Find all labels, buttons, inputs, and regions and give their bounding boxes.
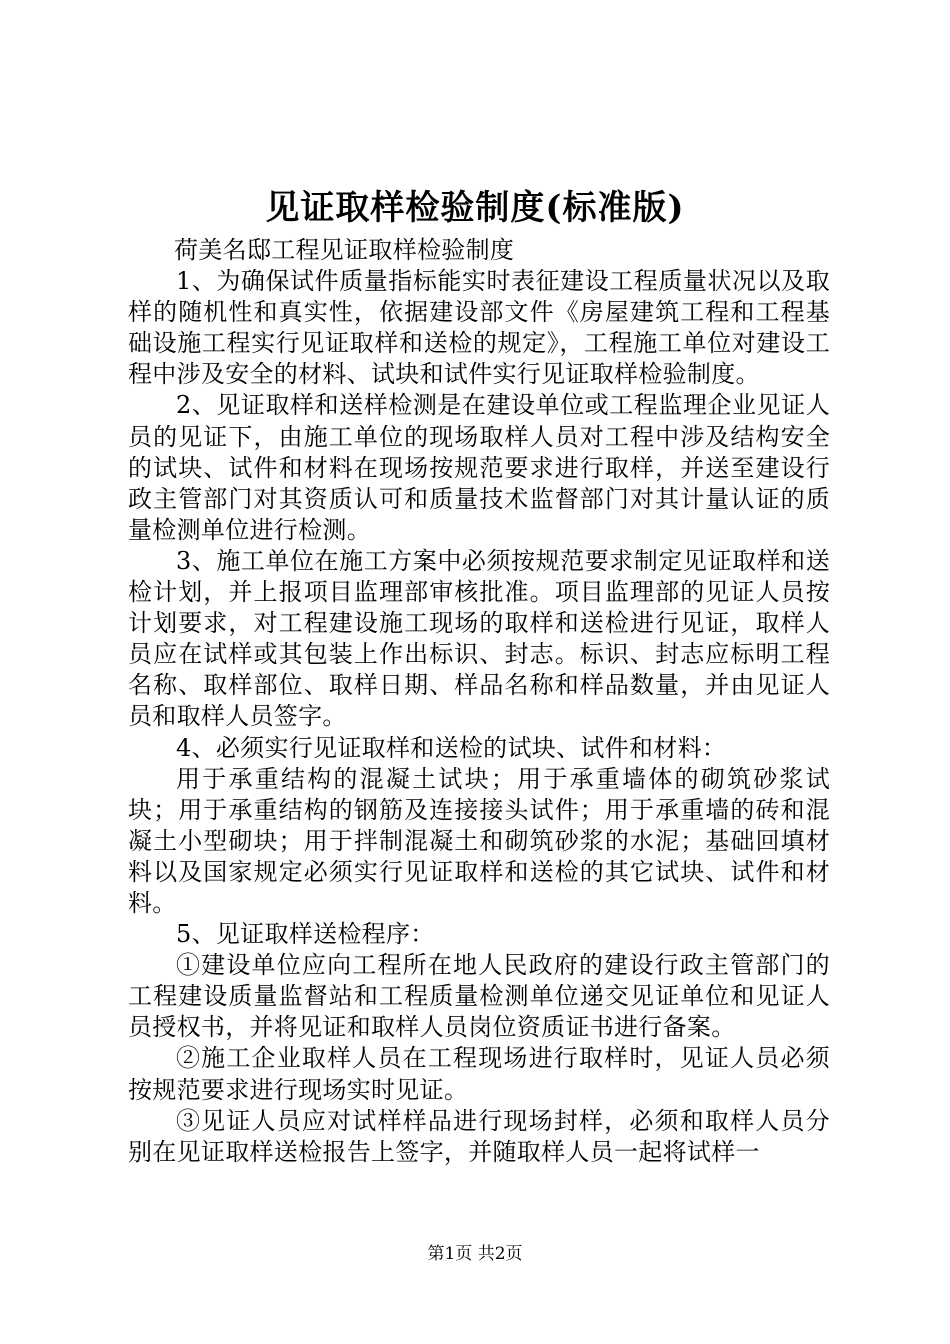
document-body (128, 235, 830, 1168)
paragraph-2: 2、见证取样和送样检测是在建设单位或工程监理企业见证人员的见证下，由施工单位的现场取样人员对工程中涉及结构安全的试块、试件和材料在现场按规范要求进行取样，并送至建设行政主管部门对其资质认可和质量技术监督部门对其计量认证的质量检测单位进行检测。 (128, 391, 830, 544)
paragraph-5: 5、见证取样送检程序： (176, 920, 435, 949)
procedure-step-1: ①建设单位应向工程所在地人民政府的建设行政主管部门的工程建设质量监督站和工程质量检测单位递交见证单位和见证人员授权书，并将见证和取样人员岗位资质证书进行备案。 (128, 951, 830, 1042)
paragraph-3: 3、施工单位在施工方案中必须按规范要求制定见证取样和送检计划，并上报项目监理部审核批准。项目监理部的见证人员按计划要求，对工程建设施工现场的取样和送检进行见证，取样人员应在试样或其包装上作出标识、封志。标识、封志应标明工程名称、取样部位、取样日期、样品名称和样品数量，并由见证人员和取样人员签字。 (128, 546, 830, 731)
paragraph-1: 1、为确保试件质量指标能实时表征建设工程质量状况以及取样的随机性和真实性，依据建设部文件《房屋建筑工程和工程基础设施工程实行见证取样和送检的规定》，工程施工单位对建设工程中涉及安全的材料、试块和试件实行见证取样检验制度。 (128, 267, 830, 389)
procedure-step-2: ②施工企业取样人员在工程现场进行取样时，见证人员必须按规范要求进行现场实时见证。 (128, 1044, 830, 1104)
procedure-step-3: ③见证人员应对试样样品进行现场封样，必须和取样人员分别在见证取样送检报告上签字，并随取样人员一起将试样一 (128, 1106, 830, 1166)
page-footer: 第1页 共2页 (427, 1244, 523, 1264)
paragraph-4-materials: 用于承重结构的混凝土试块；用于承重墙体的砌筑砂浆试块；用于承重结构的钢筋及连接接头试件；用于承重墙的砖和混凝土小型砌块；用于拌制混凝土和砌筑砂浆的水泥；基础回填材料以及国家规定必须实行见证取样和送检的其它试块、试件和材料。 (128, 764, 830, 917)
document-title: 见证取样检验制度(标准版) (265, 188, 685, 228)
document-subtitle: 荷美名邸工程见证取样检验制度 (174, 236, 515, 264)
paragraph-4: 4、必须实行见证取样和送检的试块、试件和材料： (176, 733, 727, 762)
